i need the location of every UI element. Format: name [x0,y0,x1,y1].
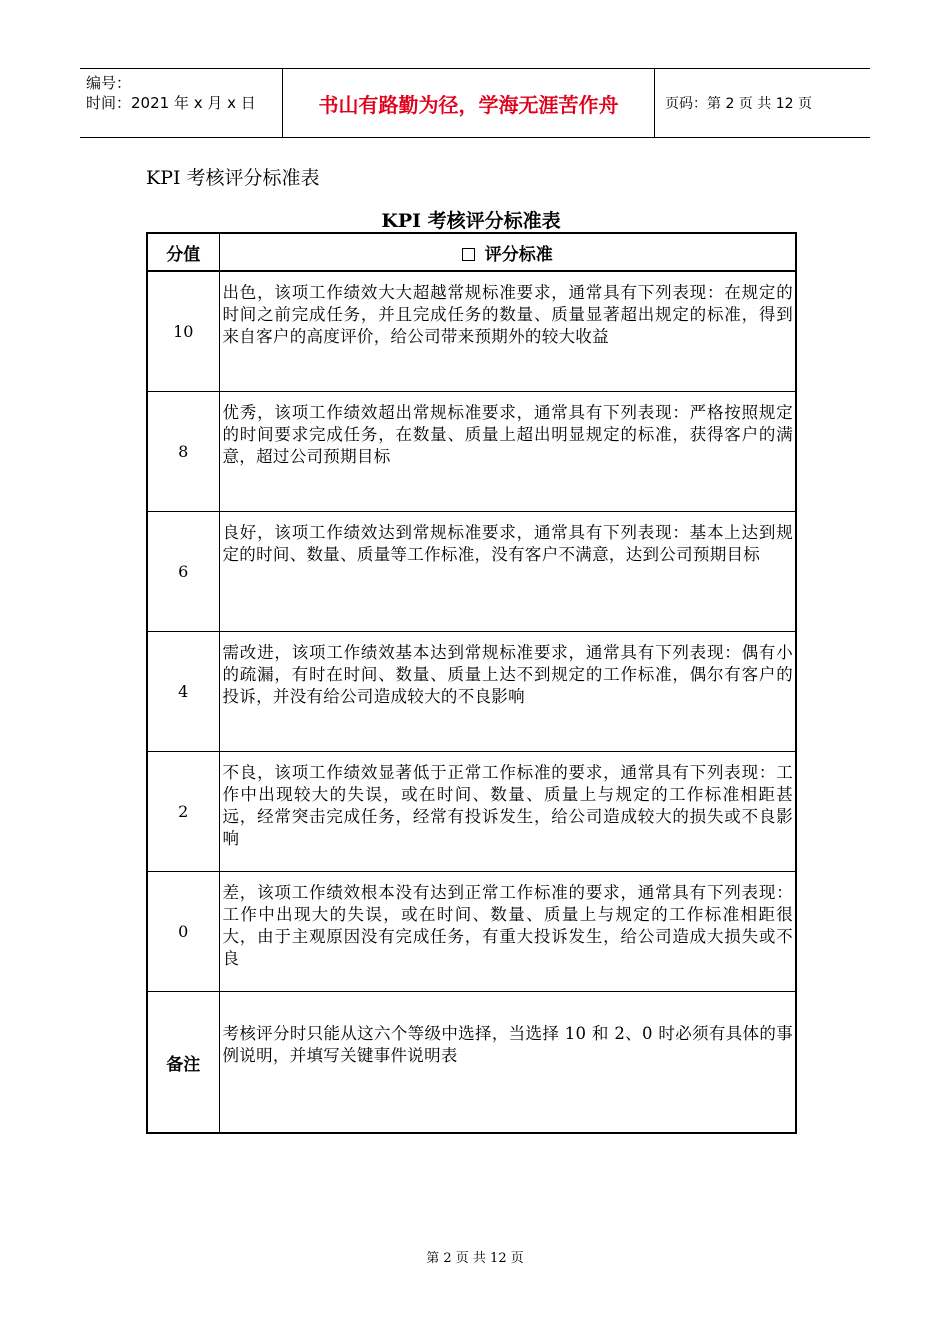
table-header-row [147,233,796,271]
header-page-info: 页码：第 2 页 共 12 页 [665,96,812,112]
table-row [147,392,796,512]
score-cell: 0 [147,872,219,992]
header-meta [80,69,282,137]
table-row [147,752,796,872]
criteria-cell: 出色，该项工作绩效大大超越常规标准要求，通常具有下列表现：在规定的时间之前完成任务，并且完成任务的数量、质量显著超出规定的标准，得到来自客户的高度评价，给公司带来预期外的较大收益 [219,271,796,392]
header-number-label: 编号： [86,74,132,92]
criteria-cell: 优秀，该项工作绩效超出常规标准要求，通常具有下列表现：严格按照规定的时间要求完成任务，在数量、质量上超出明显规定的标准，获得客户的满意，超过公司预期目标 [219,392,796,512]
note-text: 考核评分时只能从这六个等级中选择，当选择 10 和 2、0 时必须有具体的事例说明，并填写关键事件说明表 [219,992,796,1134]
score-cell: 10 [147,271,219,392]
header-criteria-label: 评分标准 [484,244,553,265]
note-label: 备注 [147,992,219,1134]
page-footer: 第 2 页 共 12 页 [426,1251,524,1266]
score-cell: 6 [147,512,219,632]
header-score: 分值 [147,233,219,271]
document-title: KPI 考核评分标准表 [146,167,320,189]
score-cell: 8 [147,392,219,512]
table-row [147,632,796,752]
criteria-cell: 需改进，该项工作绩效基本达到常规标准要求，通常具有下列表现：偶有小的疏漏，有时在时间、数量、质量上达不到规定的工作标准，偶尔有客户的投诉，并没有给公司造成较大的不良影响 [219,632,796,752]
table-title: KPI 考核评分标准表 [381,210,561,232]
score-cell: 2 [147,752,219,872]
score-cell: 4 [147,632,219,752]
table-row [147,271,796,392]
criteria-cell: 不良，该项工作绩效显著低于正常工作标准的要求，通常具有下列表现：工作中出现较大的失误，或在时间、数量、质量上与规定的工作标准相距甚远，经常突击完成任务，经常有投诉发生，给公司造成较大的损失或不良影响 [219,752,796,872]
criteria-cell: 差，该项工作绩效根本没有达到正常工作标准的要求，通常具有下列表现：工作中出现大的失误，或在时间、数量、质量上与规定的工作标准相距很大，由于主观原因没有完成任务，有重大投诉发生，给公司造成大损失或不良 [219,872,796,992]
note-row [147,992,796,1134]
header-motto: 书山有路勤为径，学海无涯苦作舟 [282,69,655,137]
table-row [147,872,796,992]
header-criteria [219,233,796,271]
criteria-cell: 良好，该项工作绩效达到常规标准要求，通常具有下列表现：基本上达到规定的时间、数量、质量等工作标准，没有客户不满意，达到公司预期目标 [219,512,796,632]
page-header [80,68,870,138]
table-row [147,512,796,632]
kpi-scoring-table [146,232,797,1134]
header-time-label: 时间：2021 年 x 月 x 日 [86,94,256,112]
checkbox-square-icon [462,248,475,261]
